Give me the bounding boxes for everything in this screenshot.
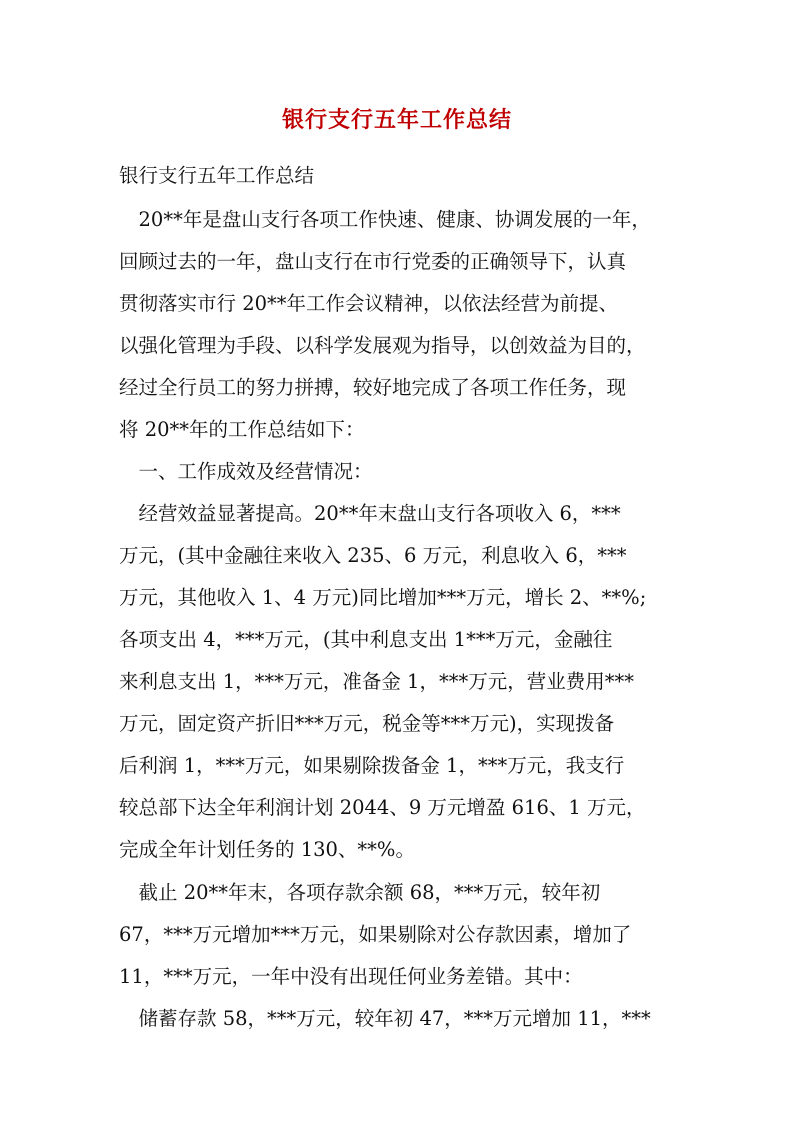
body-line: 较总部下达全年利润计划 2044、9 万元增盈 616、1 万元，	[119, 796, 646, 819]
body-line: 20**年是盘山支行各项工作快速、健康、协调发展的一年，	[119, 208, 651, 231]
body-line: 经过全行员工的努力拼搏，较好地完成了各项工作任务，现	[119, 376, 627, 399]
body-line: 经营效益显著提高。20**年末盘山支行各项收入 6，***	[119, 502, 621, 525]
body-line: 完成全年计划任务的 130、**%。	[119, 838, 415, 861]
body-line: 万元，其他收入 1、4 万元)同比增加***万元，增长 2、**%;	[119, 586, 647, 609]
body-line: 各项支出 4，***万元，(其中利息支出 1***万元，金融往	[119, 628, 613, 651]
document-title: 银行支行五年工作总结	[281, 107, 512, 133]
body-line: 11，***万元，一年中没有出现任何业务差错。其中：	[119, 965, 583, 988]
body-line: 将 20**年的工作总结如下：	[119, 418, 365, 441]
section-heading: 一、工作成效及经营情况：	[119, 460, 373, 483]
body-line: 万元，(其中金融往来收入 235、6 万元，利息收入 6，***	[119, 544, 627, 567]
body-line: 以强化管理为手段、以科学发展观为指导，以创效益为目的，	[119, 334, 646, 357]
body-line: 截止 20**年末，各项存款余额 68，***万元，较年初	[119, 881, 601, 904]
body-line: 67，***万元增加***万元，如果剔除对公存款因素，增加了	[119, 923, 632, 946]
body-line: 回顾过去的一年，盘山支行在市行党委的正确领导下，认真	[119, 250, 627, 273]
body-line: 储蓄存款 58，***万元，较年初 47，***万元增加 11，***	[119, 1007, 651, 1030]
body-line: 后利润 1，***万元，如果剔除拨备金 1，***万元，我支行	[119, 754, 625, 777]
subtitle-line: 银行支行五年工作总结	[119, 164, 315, 187]
body-line: 贯彻落实市行 20**年工作会议精神，以依法经营为前提、	[119, 292, 619, 315]
body-line: 来利息支出 1，***万元，准备金 1，***万元，营业费用***	[119, 670, 634, 693]
body-line: 万元，固定资产折旧***万元，税金等***万元)，实现拨备	[119, 712, 615, 735]
